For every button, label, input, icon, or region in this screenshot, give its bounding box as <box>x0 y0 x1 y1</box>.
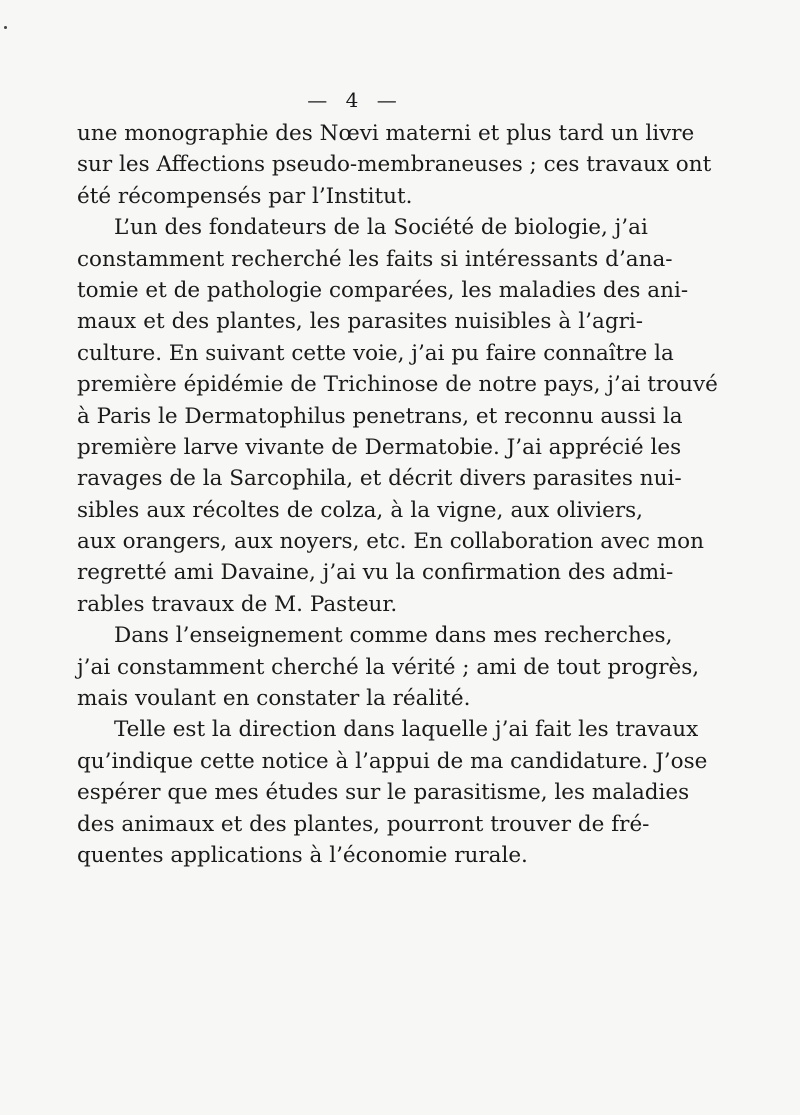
text-line: constamment recherché les faits si intéressants d’ana- <box>77 246 673 272</box>
page-number: — 4 — <box>307 88 403 112</box>
text-line: été récompensés par l’Institut. <box>77 183 413 209</box>
paragraph <box>77 118 712 212</box>
text-line: première larve vivante de Dermatobie. J’ai apprécié les <box>77 434 682 460</box>
text-line: ravages de la Sarcophila, et décrit divers parasites nui- <box>77 466 682 492</box>
text-line: quentes applications à l’économie rurale. <box>77 842 528 868</box>
text-line: aux orangers, aux noyers, etc. En collaboration avec mon <box>77 529 704 555</box>
text-line: rables travaux de M. Pasteur. <box>77 591 398 617</box>
text-line: sur les Affections pseudo-membraneuses ; ces travaux ont <box>77 152 712 178</box>
text-line: sibles aux récoltes de colza, à la vigne, aux oliviers, <box>77 497 643 523</box>
text-line: Telle est la direction dans laquelle j’ai fait les travaux <box>114 717 699 743</box>
text-line: qu’indique cette notice à l’appui de ma candidature. J’ose <box>77 748 708 774</box>
text-line: mais voulant en constater la réalité. <box>77 686 471 712</box>
paragraph <box>77 620 700 714</box>
text-line: Dans l’enseignement comme dans mes recherches, <box>114 623 673 649</box>
margin-speck <box>4 26 7 29</box>
text-line: espérer que mes études sur le parasitisme, les maladies <box>77 780 690 806</box>
text-line: L’un des fondateurs de la Société de biologie, j’ai <box>114 215 648 241</box>
text-line: première épidémie de Trichinose de notre pays, j’ai trouvé <box>77 372 718 398</box>
text-line: maux et des plantes, les parasites nuisibles à l’agri- <box>77 309 643 335</box>
text-line: culture. En suivant cette voie, j’ai pu faire connaître la <box>77 340 674 366</box>
paragraph <box>77 212 718 620</box>
paragraph <box>77 714 708 871</box>
body-text <box>77 118 718 871</box>
text-line: regretté ami Davaine, j’ai vu la confirmation des admi- <box>77 560 674 586</box>
text-line: des animaux et des plantes, pourront trouver de fré- <box>77 811 650 837</box>
text-line: tomie et de pathologie comparées, les maladies des ani- <box>77 277 689 303</box>
text-line: une monographie des Nœvi materni et plus tard un livre <box>77 121 695 146</box>
text-line: à Paris le Dermatophilus penetrans, et reconnu aussi la <box>77 403 683 429</box>
text-line: j’ai constamment cherché la vérité ; ami de tout progrès, <box>77 654 700 680</box>
